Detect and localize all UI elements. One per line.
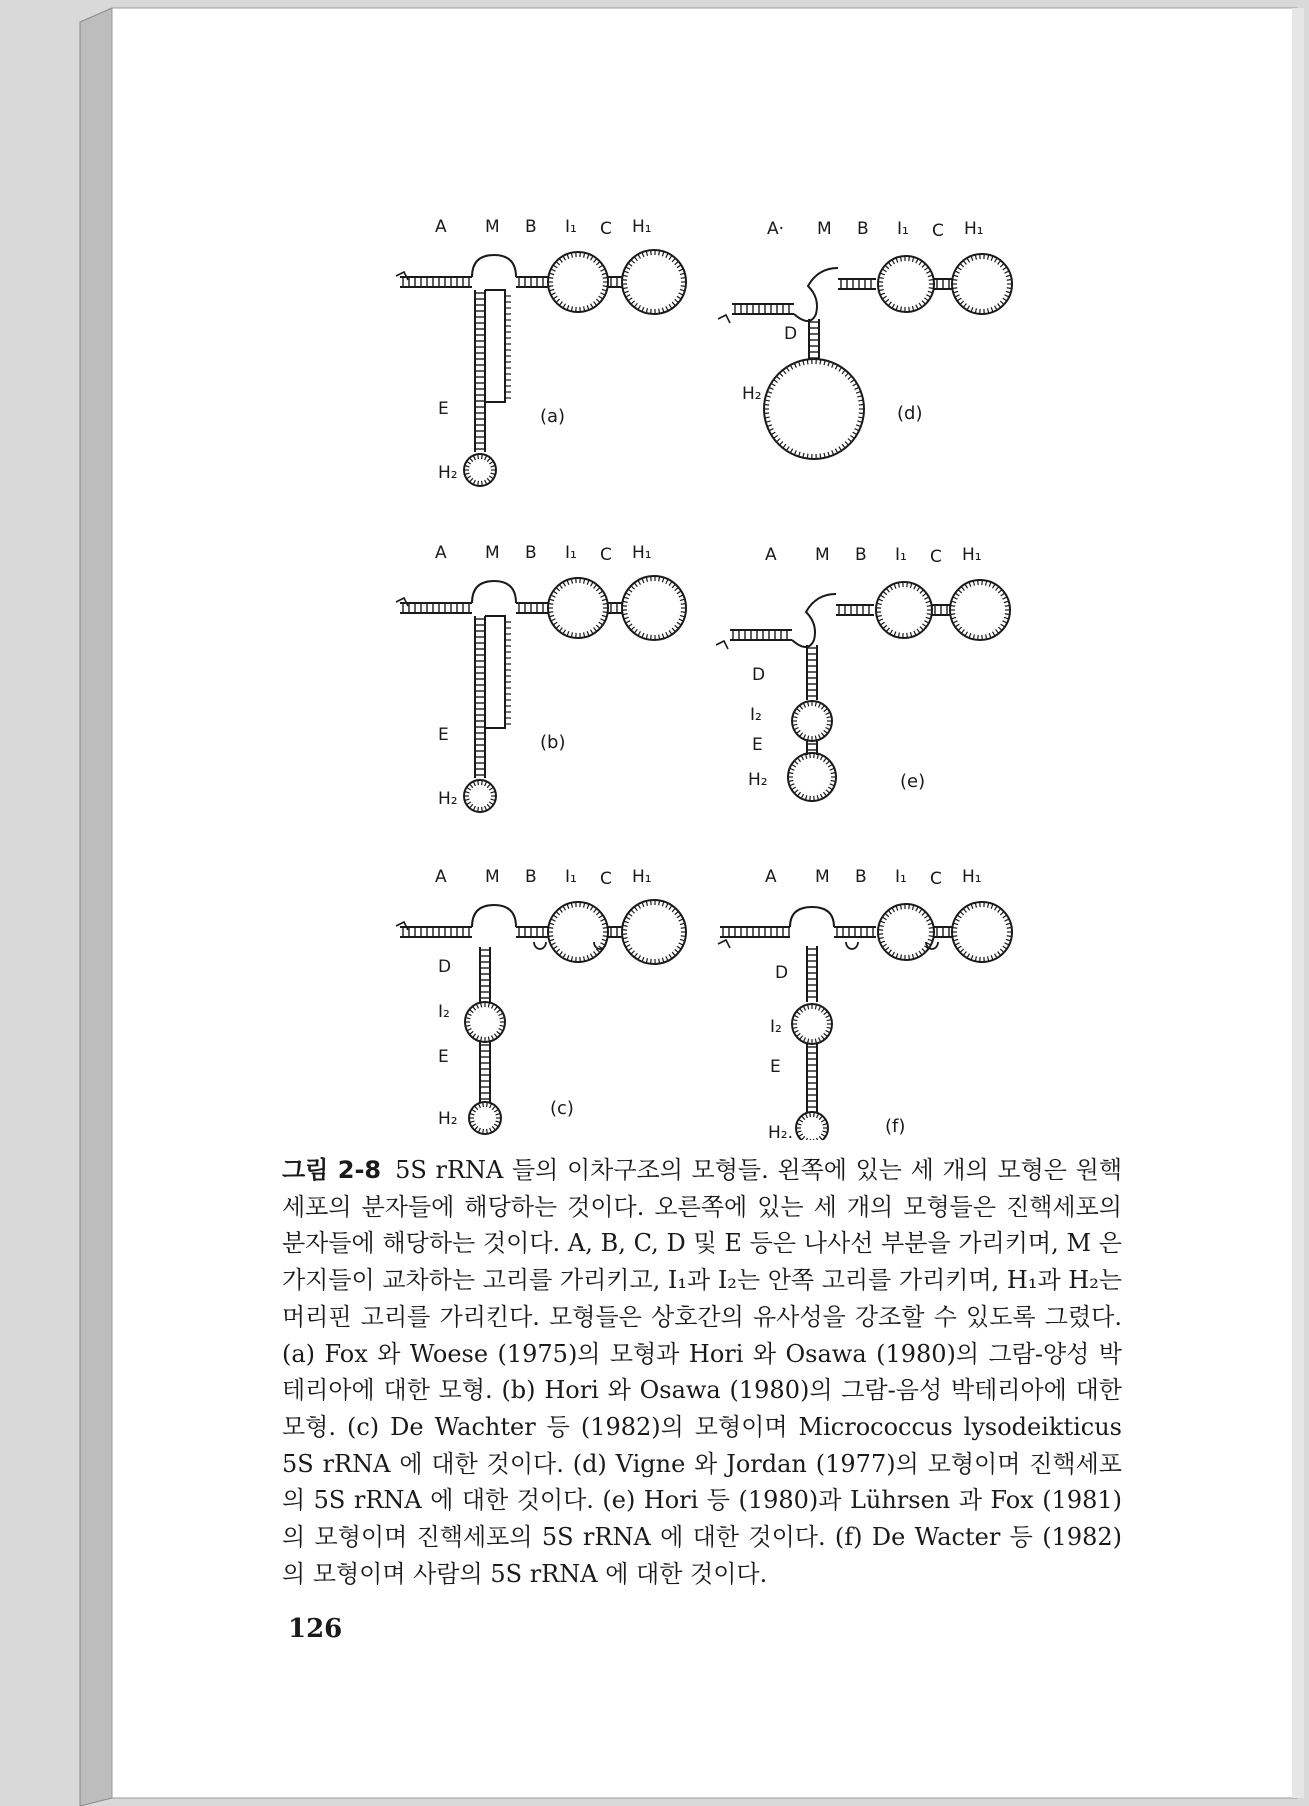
caption-text: 5S rRNA 들의 이차구조의 모형들. 왼쪽에 있는 세 개의 모형은 원핵세포의 분자들에 해당하는 것이다. 오른쪽에 있는 세 개의 모형들은 진핵세포의 분자들에 해당하는 것이다. A, B, C, D 및 E 등은 나사선 부분을 가리키며, M 은 가지들이 교차하는 고리를 가리키고, I₁과 I₂는 안쪽 고리를 가리키며, H₁과 H₂는 머리핀 고리를 가리킨다. 모형들은 상호간의 유사성을 강조할 수 있도록 그렸다. (a) Fox 와 Woese (1975)의 모형과 Hori 와 Osawa (1980)의 그람-양성 박테리아에 대한 모형. (b) Hori 와 Osawa (1980)의 그람-음성 박테리아에 대한 모형. (c) De Wachter 등 (1982)의 모형이며 Micrococcus lysodeikticus 5S rRNA 에 대한 것이다. (d) Vigne 와 Jordan (1977)의 모형이며 진핵세포의 5S rRNA 에 대한 것이다. (e) Hori 등 (1980)과 Lührsen 과 Fox (1981)의 모형이며 진핵세포의 5S rRNA 에 대한 것이다. (f) De Wacter 등 (1982)의 모형이며 사람의 5S rRNA 에 대한 것이다. [282, 1156, 1123, 1588]
loop-H2 [764, 359, 864, 459]
label-H2: H₂. [768, 1123, 794, 1140]
label-B: B [857, 219, 869, 239]
label-H1: H₁ [962, 545, 982, 565]
helix-A [730, 630, 792, 640]
diagram-d [718, 219, 1012, 459]
loop-M [790, 907, 834, 927]
loop-H2 [796, 1112, 828, 1140]
loop-M [472, 255, 516, 277]
label-A: A [435, 543, 447, 563]
label-I1: I₁ [565, 867, 577, 887]
loop-I2 [792, 701, 832, 741]
helix-B [516, 603, 548, 613]
helix-A [400, 277, 472, 287]
helix-E [807, 1044, 817, 1112]
label-A: A [435, 867, 447, 887]
helix-D [480, 947, 490, 1002]
label-I1: I₁ [895, 867, 907, 887]
helix-E [475, 616, 485, 778]
diagram-b [396, 543, 686, 812]
loop-M [472, 581, 516, 603]
diagram-a [396, 217, 686, 486]
label-B: B [855, 867, 867, 887]
loop-I2 [465, 1002, 505, 1042]
label-M: M [485, 867, 500, 887]
helix-B [516, 277, 548, 287]
loop-H2 [464, 454, 496, 486]
label-M: M [485, 543, 500, 563]
label-C: C [930, 869, 942, 889]
diagram-e [716, 545, 1010, 801]
label-H1: H₁ [962, 867, 982, 887]
helix-B [838, 279, 876, 289]
bulge [594, 942, 606, 949]
loop-H1 [622, 576, 686, 640]
helix-C [932, 605, 950, 615]
label-A: A [435, 217, 447, 237]
panel-label: (a) [540, 406, 566, 427]
helix-C [934, 927, 952, 937]
loop-I2 [792, 1004, 832, 1044]
label-C: C [932, 221, 944, 241]
helix-C [608, 277, 622, 287]
label-H1: H₁ [632, 217, 652, 237]
page-number: 126 [288, 1614, 343, 1644]
loop-M [792, 594, 836, 647]
panel-label: (f) [885, 1116, 906, 1137]
label-I2: I₂ [770, 1017, 782, 1037]
loop-H1 [950, 580, 1010, 640]
label-H2: H₂ [438, 789, 458, 809]
label-A: A [765, 545, 777, 565]
helix-B [516, 927, 548, 937]
label-C: C [930, 547, 942, 567]
helix-D [807, 645, 817, 700]
label-B: B [525, 217, 537, 237]
helix-E [475, 290, 485, 452]
helix-A [732, 304, 794, 314]
label-H1: H₁ [632, 543, 652, 563]
label-I2: I₂ [438, 1002, 450, 1022]
label-H2: H₂ [742, 384, 762, 404]
label-H2: H₂ [438, 1109, 458, 1129]
label-E: E [438, 725, 449, 745]
helix-C [608, 927, 622, 937]
helix-E [480, 1042, 490, 1102]
helix-B [834, 927, 876, 937]
loop-H1 [952, 902, 1012, 962]
label-E: E [438, 1047, 449, 1067]
label-B: B [855, 545, 867, 565]
label-C: C [600, 869, 612, 889]
label-A: A [765, 867, 777, 887]
helix-D [809, 319, 819, 359]
loop-H2 [469, 1102, 501, 1134]
strand-end [718, 315, 730, 323]
label-E: E [770, 1057, 781, 1077]
label-M: M [817, 219, 832, 239]
label-H2: H₂ [438, 463, 458, 483]
diagram-f [718, 867, 1012, 1140]
loop-M [472, 905, 516, 927]
strand-end [718, 940, 730, 948]
loop-I1 [876, 582, 932, 638]
loop-I1 [878, 256, 934, 312]
label-A: A· [767, 219, 785, 239]
helix-D [807, 946, 817, 1002]
label-B: B [525, 867, 537, 887]
label-H2: H₂ [748, 770, 768, 790]
helix-C [934, 279, 952, 289]
helix-B [836, 605, 874, 615]
label-M: M [815, 545, 830, 565]
loop-H1 [622, 900, 686, 964]
label-H1: H₁ [964, 219, 984, 239]
label-I1: I₁ [565, 217, 577, 237]
loop-H2 [464, 780, 496, 812]
label-I1: I₁ [565, 543, 577, 563]
bulge [534, 942, 546, 949]
loop-M [794, 268, 838, 321]
diagram-c [396, 867, 686, 1134]
loop-I1 [548, 252, 608, 312]
label-M: M [815, 867, 830, 887]
loop-M-side [485, 290, 505, 402]
panel-label: (b) [540, 732, 566, 753]
loop-I1 [878, 904, 934, 960]
panel-label: (e) [900, 771, 926, 792]
helix-A [720, 927, 790, 937]
label-H1: H₁ [632, 867, 652, 887]
loop-M-side [485, 616, 505, 728]
label-C: C [600, 219, 612, 239]
helix-A [400, 603, 472, 613]
label-C: C [600, 545, 612, 565]
loop-H2 [788, 753, 836, 801]
label-E: E [438, 399, 449, 419]
label-D: D [438, 957, 452, 977]
loop-H1 [952, 254, 1012, 314]
panel-label: (d) [897, 403, 923, 424]
label-D: D [752, 665, 766, 685]
panel-label: (c) [550, 1098, 574, 1119]
label-I1: I₁ [897, 219, 909, 239]
label-D: D [784, 324, 798, 344]
helix-A [400, 927, 472, 937]
bulge [846, 942, 858, 949]
loop-H1 [622, 250, 686, 314]
label-E: E [752, 735, 763, 755]
figure-number: 그림 2-8 [282, 1156, 382, 1184]
strand-end [716, 641, 728, 649]
label-I1: I₁ [895, 545, 907, 565]
label-M: M [485, 217, 500, 237]
label-D: D [775, 963, 789, 983]
helix-C [608, 603, 622, 613]
label-B: B [525, 543, 537, 563]
loop-I1 [548, 578, 608, 638]
figure-caption [282, 1152, 1122, 1592]
label-I2: I₂ [750, 705, 762, 725]
loop-I1 [548, 902, 608, 962]
